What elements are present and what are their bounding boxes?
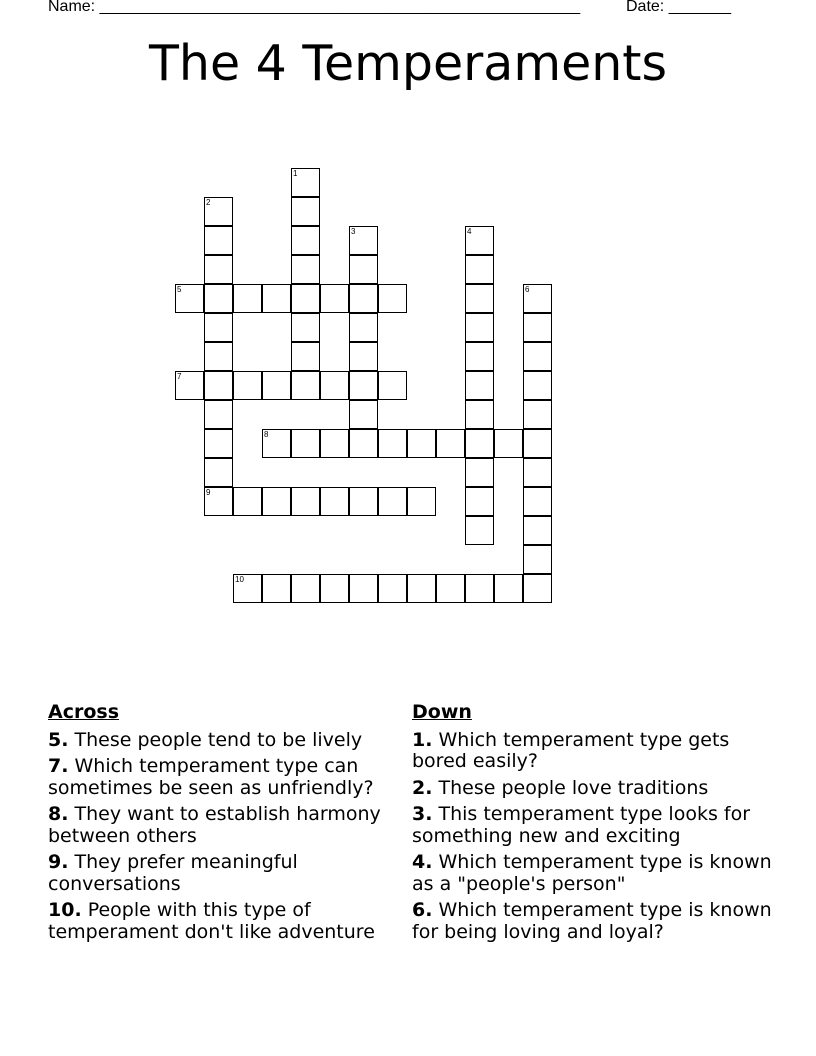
grid-cell[interactable] bbox=[233, 284, 262, 313]
down-clue bbox=[412, 778, 772, 800]
grid-cell[interactable] bbox=[204, 313, 233, 342]
grid-cell[interactable] bbox=[436, 574, 465, 603]
grid-cell[interactable] bbox=[291, 487, 320, 516]
grid-cell[interactable] bbox=[175, 371, 204, 400]
clue-text: These people tend to be lively bbox=[68, 728, 363, 751]
grid-cell[interactable] bbox=[465, 313, 494, 342]
clue-text: People with this type of temperament don't like adventure bbox=[48, 899, 375, 943]
down-clue-list bbox=[412, 730, 772, 944]
grid-cell[interactable] bbox=[494, 574, 523, 603]
grid-cell[interactable] bbox=[204, 487, 233, 516]
clue-num: 1. bbox=[412, 728, 433, 751]
grid-cell[interactable] bbox=[378, 429, 407, 458]
grid-cell[interactable] bbox=[465, 458, 494, 487]
clue-number: 1 bbox=[293, 169, 298, 178]
clue-num: 9. bbox=[48, 851, 69, 873]
clue-text: Which temperament type can sometimes be seen as unfriendly? bbox=[48, 755, 374, 799]
clue-text: Which temperament type gets bored easily? bbox=[412, 728, 730, 772]
clue-text: These people love traditions bbox=[432, 776, 709, 799]
down-clue bbox=[412, 804, 772, 847]
grid-cell[interactable] bbox=[378, 487, 407, 516]
grid-cell[interactable] bbox=[407, 429, 436, 458]
grid-cell[interactable] bbox=[291, 168, 320, 197]
clue-num: 10. bbox=[48, 899, 82, 921]
across-clue bbox=[48, 730, 408, 752]
clue-text: Which temperament type is known as a "people's person" bbox=[412, 851, 772, 895]
grid-cell[interactable] bbox=[204, 255, 233, 284]
clue-num: 3. bbox=[412, 803, 433, 825]
clue-text: Which temperament type is known for being loving and loyal? bbox=[412, 899, 772, 943]
grid-cell[interactable] bbox=[262, 429, 291, 458]
clue-num: 8. bbox=[48, 803, 69, 825]
grid-cell[interactable] bbox=[523, 313, 552, 342]
grid-cell[interactable] bbox=[349, 255, 378, 284]
grid-cell[interactable] bbox=[407, 574, 436, 603]
grid-cell[interactable] bbox=[465, 400, 494, 429]
grid-cell[interactable] bbox=[465, 429, 494, 458]
across-clue bbox=[48, 804, 408, 847]
grid-cell[interactable] bbox=[523, 458, 552, 487]
clue-text: They prefer meaningful conversations bbox=[48, 851, 298, 895]
grid-cell[interactable] bbox=[349, 400, 378, 429]
grid-cell[interactable] bbox=[378, 574, 407, 603]
clue-num: 2. bbox=[412, 776, 433, 799]
grid-cell[interactable] bbox=[204, 197, 233, 226]
grid-cell[interactable] bbox=[349, 313, 378, 342]
grid-cell[interactable] bbox=[204, 458, 233, 487]
date-field[interactable]: Date: _______ bbox=[626, 0, 731, 15]
grid-cell[interactable] bbox=[465, 516, 494, 545]
grid-cell[interactable] bbox=[349, 284, 378, 313]
grid-cell[interactable] bbox=[494, 429, 523, 458]
grid-cell[interactable] bbox=[320, 487, 349, 516]
grid-cell[interactable] bbox=[349, 342, 378, 371]
clue-num: 7. bbox=[48, 755, 69, 777]
clue-num: 5. bbox=[48, 728, 69, 751]
down-clue bbox=[412, 730, 772, 773]
clue-num: 6. bbox=[412, 899, 433, 921]
grid-cell[interactable] bbox=[204, 226, 233, 255]
grid-cell[interactable] bbox=[349, 429, 378, 458]
clue-number: 9 bbox=[206, 488, 211, 497]
grid-cell[interactable] bbox=[523, 371, 552, 400]
clue-text: This temperament type looks for something new and exciting bbox=[412, 803, 751, 847]
across-clue bbox=[48, 756, 408, 799]
grid-cell[interactable] bbox=[233, 574, 262, 603]
grid-cell[interactable] bbox=[523, 429, 552, 458]
grid-cell[interactable] bbox=[465, 574, 494, 603]
grid-cell[interactable] bbox=[436, 429, 465, 458]
clue-number: 4 bbox=[467, 227, 472, 236]
grid-cell[interactable] bbox=[523, 574, 552, 603]
grid-cell[interactable] bbox=[291, 574, 320, 603]
clue-number: 10 bbox=[235, 575, 244, 584]
grid-cell[interactable] bbox=[378, 284, 407, 313]
grid-cell[interactable] bbox=[262, 371, 291, 400]
down-clue bbox=[412, 900, 772, 943]
clue-number: 2 bbox=[206, 198, 211, 207]
grid-cell[interactable] bbox=[465, 371, 494, 400]
down-heading: Down bbox=[412, 701, 472, 723]
grid-cell[interactable] bbox=[378, 371, 407, 400]
grid-cell[interactable] bbox=[233, 371, 262, 400]
grid-cell[interactable] bbox=[291, 429, 320, 458]
clue-number: 3 bbox=[351, 227, 356, 236]
grid-cell[interactable] bbox=[204, 342, 233, 371]
clue-number: 6 bbox=[525, 285, 530, 294]
grid-cell[interactable] bbox=[523, 342, 552, 371]
grid-cell[interactable] bbox=[349, 371, 378, 400]
clue-number: 5 bbox=[177, 285, 182, 294]
clue-num: 4. bbox=[412, 851, 433, 873]
grid-cell[interactable] bbox=[320, 574, 349, 603]
down-clues bbox=[412, 702, 772, 948]
clue-number: 7 bbox=[177, 372, 182, 381]
clue-number: 8 bbox=[264, 430, 269, 439]
across-heading: Across bbox=[48, 701, 120, 723]
page-title: The 4 Temperaments bbox=[148, 35, 668, 92]
grid-cell[interactable] bbox=[262, 487, 291, 516]
grid-cell[interactable] bbox=[465, 342, 494, 371]
across-clue bbox=[48, 852, 408, 895]
grid-cell[interactable] bbox=[291, 371, 320, 400]
grid-cell[interactable] bbox=[465, 487, 494, 516]
grid-cell[interactable] bbox=[204, 429, 233, 458]
grid-cell[interactable] bbox=[291, 284, 320, 313]
grid-cell[interactable] bbox=[523, 545, 552, 574]
grid-cell[interactable] bbox=[465, 226, 494, 255]
down-clue bbox=[412, 852, 772, 895]
grid-cell[interactable] bbox=[204, 284, 233, 313]
grid-cell[interactable] bbox=[262, 284, 291, 313]
across-clue bbox=[48, 900, 408, 943]
grid-cell[interactable] bbox=[465, 284, 494, 313]
clue-text: They want to establish harmony between others bbox=[48, 803, 381, 847]
across-clues bbox=[48, 702, 408, 948]
grid-cell[interactable] bbox=[349, 574, 378, 603]
grid-cell[interactable] bbox=[204, 400, 233, 429]
grid-cell[interactable] bbox=[291, 313, 320, 342]
grid-cell[interactable] bbox=[262, 574, 291, 603]
grid-cell[interactable] bbox=[291, 197, 320, 226]
grid-cell[interactable] bbox=[407, 487, 436, 516]
grid-cell[interactable] bbox=[465, 255, 494, 284]
grid-cell[interactable] bbox=[523, 487, 552, 516]
grid-cell[interactable] bbox=[523, 400, 552, 429]
name-field[interactable]: Name: ______________________________________________________ bbox=[48, 0, 581, 15]
grid-cell[interactable] bbox=[204, 371, 233, 400]
across-clue-list bbox=[48, 730, 408, 944]
grid-cell[interactable] bbox=[349, 226, 378, 255]
grid-cell[interactable] bbox=[291, 342, 320, 371]
grid-cell[interactable] bbox=[523, 284, 552, 313]
grid-cell[interactable] bbox=[291, 226, 320, 255]
grid-cell[interactable] bbox=[320, 371, 349, 400]
grid-cell[interactable] bbox=[233, 487, 262, 516]
grid-cell[interactable] bbox=[320, 429, 349, 458]
grid-cell[interactable] bbox=[175, 284, 204, 313]
grid-cell[interactable] bbox=[320, 284, 349, 313]
grid-cell[interactable] bbox=[523, 516, 552, 545]
grid-cell[interactable] bbox=[291, 255, 320, 284]
grid-cell[interactable] bbox=[349, 487, 378, 516]
